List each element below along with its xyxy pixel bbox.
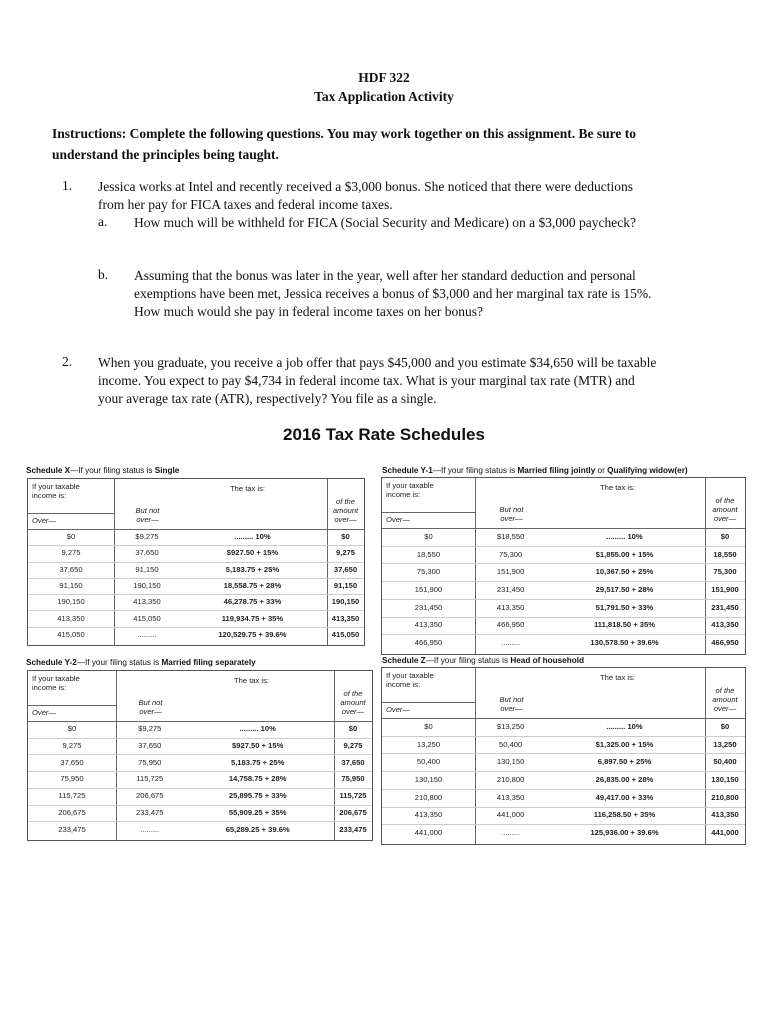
header-over: Over— [386,515,411,524]
question-1a-text: How much will be withheld for FICA (Social Security and Medicare) on a $3,000 paycheck? [134,215,636,230]
bracket-over: 130,150 [414,774,443,784]
header-income-is: income is: [386,680,421,689]
schedule-x-name: Schedule X [26,466,71,475]
header-but-not-over: over— [139,707,162,716]
bracket-but-not-over: 130,150 [496,757,525,767]
header-amount: amount [340,698,366,707]
header-over-rule [28,705,116,706]
of-amount-over: 75,950 [341,774,365,784]
bracket-but-not-over: 231,450 [496,584,525,594]
of-amount-over: 13,250 [713,739,737,749]
header-but-not: But not [499,695,524,704]
bracket-but-not-over: $13,250 [496,721,525,731]
bracket-but-not-over: 37,650 [138,741,162,751]
question-2-number: 2. [62,354,73,369]
bracket-but-not-over: 441,000 [496,810,525,820]
bracket-but-not-over: 151,900 [496,567,525,577]
bracket-but-not-over: 75,300 [499,549,523,559]
table-row [28,529,364,546]
of-amount-over: 37,650 [341,757,365,767]
table-row [382,718,745,737]
bracket-over: 413,350 [57,613,85,623]
table-row [382,546,745,565]
bracket-over: 466,950 [414,638,443,648]
bracket-but-not-over: 190,150 [133,580,161,590]
bracket-but-not-over: 91,150 [135,564,159,574]
bracket-but-not-over: ......... [140,824,160,834]
bracket-over: 441,000 [414,828,443,838]
table-row [382,789,745,808]
bracket-over: 210,800 [414,792,443,802]
header-if-taxable: If your taxable [32,674,80,683]
header-if-taxable: If your taxable [386,671,434,680]
schedule-y1-status-2: Qualifying widow(er) [607,466,688,475]
header-income-is: income is: [386,490,421,499]
activity-title: Tax Application Activity [314,89,454,104]
of-amount-over: 415,050 [331,629,360,639]
bracket-over: $0 [424,531,433,541]
tax-amount: ......... 10% [239,724,276,734]
bracket-over: 37,650 [60,757,84,767]
of-amount-over: $0 [720,721,730,731]
of-amount-over: 50,400 [713,757,737,767]
schedule-y2-table [27,670,373,841]
of-amount-over: $0 [720,531,730,541]
schedule-y2-desc: —If your filing status is [76,658,162,667]
bracket-but-not-over: 206,675 [136,791,164,801]
table-row [28,594,364,611]
bracket-over: 415,050 [57,629,85,639]
of-amount-over: 206,675 [339,807,367,817]
table-row [28,754,372,772]
bracket-over: 91,150 [59,580,83,590]
of-amount-over: $0 [348,724,358,734]
header-amount-over: over— [341,707,365,716]
tax-amount: ......... 10% [234,532,271,542]
tax-amount: 65,289.25 + 39.6% [225,824,290,834]
bracket-over: 37,650 [59,564,83,574]
header-amount-over: over— [713,514,737,523]
header-over-rule [382,702,475,703]
of-amount-over: 413,350 [711,620,739,630]
header-amount-over: over— [334,515,357,524]
schedule-y1-desc: —If your filing status is [432,466,518,475]
header-tax-is: The tax is: [600,673,636,682]
header-over-rule [28,513,114,514]
bracket-over: 18,550 [416,549,441,559]
tax-amount: 130,578.50 + 39.6% [590,638,659,648]
bracket-but-not-over: 115,725 [136,774,164,784]
header-income-is: income is: [32,683,67,692]
of-amount-over: 233,475 [339,824,367,834]
of-amount-over: 18,550 [713,549,737,559]
bracket-but-not-over: $9,275 [135,532,159,542]
table-row [28,721,372,739]
bracket-over: 206,675 [58,807,86,817]
table-row [28,627,364,643]
schedule-y1-status: Married filing jointly [517,466,596,475]
schedule-y2-name: Schedule Y-2 [26,658,77,667]
header-of-the: of the [715,686,735,695]
bracket-over: 151,900 [414,584,443,594]
of-amount-over: 190,150 [331,597,360,607]
bracket-but-not-over: 37,650 [135,548,159,558]
bracket-over: 75,300 [416,567,441,577]
header-income-is: income is: [32,491,67,500]
table-row [28,562,364,579]
question-2-line-1: When you graduate, you receive a job offer that pays $45,000 and you estimate $34,650 will be taxable [98,355,657,370]
tax-amount: 111,818.50 + 35% [593,620,656,630]
bracket-but-not-over: 210,800 [496,774,525,784]
instructions-line-2: understand the principles being taught. [52,147,279,162]
bracket-but-not-over: 413,350 [133,597,161,607]
table-row [382,736,745,755]
header-but-not-over: over— [500,514,523,523]
of-amount-over: 466,950 [711,638,739,648]
schedule-z-name: Schedule Z [382,656,426,665]
schedule-y1-table [381,477,746,655]
tax-amount: 5,183.75 + 25% [230,757,285,767]
of-amount-over: 441,000 [711,828,739,838]
schedule-z-table [381,667,746,845]
bracket-over: $0 [66,532,76,542]
tax-amount: 55,909.25 + 35% [228,807,287,817]
bracket-over: 9,275 [62,741,82,751]
header-over: Over— [386,705,411,714]
table-row [28,821,372,838]
tax-amount: 6,897.50 + 25% [597,757,652,767]
schedule-header [382,478,745,529]
table-row [28,805,372,823]
table-row [382,807,745,826]
header-over: Over— [32,516,57,525]
table-row [28,771,372,789]
of-amount-over: 91,150 [333,580,358,590]
bracket-over: 75,950 [60,774,84,784]
header-of-the: of the [336,497,355,506]
bracket-over: 115,725 [58,791,86,801]
header-but-not: But not [499,505,524,514]
tax-amount: 49,417.00 + 33% [595,792,654,802]
schedule-y1-desc-2: or [595,466,608,475]
table-row [382,617,745,636]
table-row [28,610,364,627]
tax-amount: 5,183.75 + 25% [225,564,280,574]
schedule-z-caption [382,656,584,665]
bracket-over: 50,400 [416,757,441,767]
question-1b-line-1: Assuming that the bonus was later in the year, well after her standard deduction and personal [134,268,636,283]
tax-amount: $927.50 + 15% [226,548,279,558]
tax-amount: ......... 10% [606,721,643,731]
header-of-the: of the [715,496,735,505]
bracket-over: 190,150 [57,597,85,607]
bracket-but-not-over: 413,350 [496,602,525,612]
bracket-over: 413,350 [414,810,443,820]
bracket-but-not-over: 75,950 [138,757,162,767]
header-of-the: of the [343,689,363,698]
tax-amount: 125,936.00 + 39.6% [590,828,659,838]
table-row [28,788,372,806]
schedule-x-table [27,478,365,646]
tax-amount: 10,367.50 + 25% [595,567,654,577]
course-title: HDF 322 [358,70,410,85]
header-amount: amount [332,506,359,515]
of-amount-over: 130,150 [711,774,739,784]
bracket-but-not-over: ......... [137,629,157,639]
header-tax-is: The tax is: [230,484,266,493]
tax-amount: 51,791.50 + 33% [595,602,654,612]
bracket-but-not-over: 415,050 [133,613,161,623]
bracket-over: 413,350 [414,620,443,630]
of-amount-over: 115,725 [339,791,367,801]
tax-amount: 29,517.50 + 28% [595,584,654,594]
question-1b-line-2: exemptions have been met, Jessica receives a bonus of $3,000 and her marginal tax rate is 15%. [134,286,652,301]
header-but-not-over: over— [500,704,523,713]
bracket-but-not-over: 50,400 [499,739,523,749]
table-row [382,528,745,547]
of-amount-over: 413,350 [331,613,360,623]
header-but-not: But not [135,506,160,515]
bracket-over: 231,450 [414,602,443,612]
header-but-not: But not [138,698,163,707]
header-if-taxable: If your taxable [32,482,80,491]
bracket-over: $0 [67,724,77,734]
bracket-but-not-over: 466,950 [496,620,525,630]
header-amount: amount [712,505,738,514]
schedule-z-desc: —If your filing status is [425,656,511,665]
table-row [382,581,745,600]
of-amount-over: 9,275 [343,741,363,751]
schedule-y1-caption [382,466,688,475]
tax-amount: ......... 10% [606,531,643,541]
header-but-not-over: over— [136,515,159,524]
table-row [28,578,364,595]
table-row [382,634,745,652]
schedule-x-caption [26,466,179,475]
tax-amount: 120,529.75 + 39.6% [218,629,287,639]
of-amount-over: 37,650 [333,564,358,574]
schedule-header [28,479,364,530]
table-row [28,738,372,756]
tax-amount: 46,278.75 + 33% [223,597,282,607]
bracket-but-not-over: 233,475 [136,807,164,817]
header-over-rule [382,512,475,513]
table-row [382,599,745,618]
table-row [382,824,745,842]
tax-amount: $1,325.00 + 15% [595,739,654,749]
schedule-z-status: Head of household [510,656,585,665]
question-1-number: 1. [62,178,73,193]
table-row [382,753,745,772]
bracket-over: 13,250 [416,739,441,749]
question-2-line-2: income. You expect to pay $4,734 in federal income tax. What is your marginal tax rate (MTR) and [98,373,635,388]
of-amount-over: 231,450 [711,602,739,612]
header-amount-over: over— [713,704,737,713]
schedule-y2-status: Married filing separately [161,658,256,667]
header-tax-is: The tax is: [600,483,636,492]
of-amount-over: $0 [341,532,350,542]
bracket-over: $0 [424,721,433,731]
schedule-x-status: Single [154,466,180,475]
question-1b-line-3: How much would she pay in federal income taxes on her bonus? [134,304,484,319]
tax-amount: 25,895.75 + 33% [228,791,287,801]
bracket-but-not-over: $18,550 [496,531,525,541]
table-row [382,771,745,790]
tax-amount: 119,934.75 + 35% [221,613,284,623]
header-over: Over— [32,708,57,717]
bracket-but-not-over: ......... [501,638,521,648]
schedule-x-desc: —If your filing status is [70,466,155,475]
question-1-line-1: Jessica works at Intel and recently received a $3,000 bonus. She noticed that there were deductions [98,179,633,194]
of-amount-over: 9,275 [335,548,355,558]
of-amount-over: 413,350 [711,810,739,820]
question-1-line-2: from her pay for FICA taxes and federal income taxes. [98,197,393,212]
schedules-title: 2016 Tax Rate Schedules [283,425,485,444]
bracket-but-not-over: 413,350 [496,792,525,802]
schedule-header [382,668,745,719]
question-1a-label: a. [98,214,108,229]
tax-amount: 116,258.50 + 35% [593,810,656,820]
of-amount-over: 75,300 [713,567,737,577]
header-tax-is: The tax is: [234,676,270,685]
tax-amount: $1,855.00 + 15% [595,549,654,559]
instructions-line-1: Instructions: Complete the following questions. You may work together on this assignment. Be sure to [52,126,637,141]
tax-amount: 18,558.75 + 28% [223,580,282,590]
schedule-header [28,671,372,722]
of-amount-over: 210,800 [711,792,739,802]
tax-amount: 26,835.00 + 28% [595,774,654,784]
bracket-over: 233,475 [58,824,86,834]
schedule-y1-name: Schedule Y-1 [382,466,433,475]
question-1b-label: b. [98,267,109,282]
header-amount: amount [712,695,738,704]
tax-amount: $927.50 + 15% [232,741,284,751]
of-amount-over: 151,900 [711,584,739,594]
table-row [28,545,364,562]
header-if-taxable: If your taxable [386,481,434,490]
question-2-line-3: your average tax rate (ATR), respectively? You file as a single. [98,391,437,406]
table-row [382,563,745,582]
schedule-y2-caption [26,658,256,667]
bracket-but-not-over: $9,275 [138,724,162,734]
bracket-over: 9,275 [61,548,81,558]
tax-amount: 14,758.75 + 28% [228,774,287,784]
bracket-but-not-over: ......... [501,828,521,838]
